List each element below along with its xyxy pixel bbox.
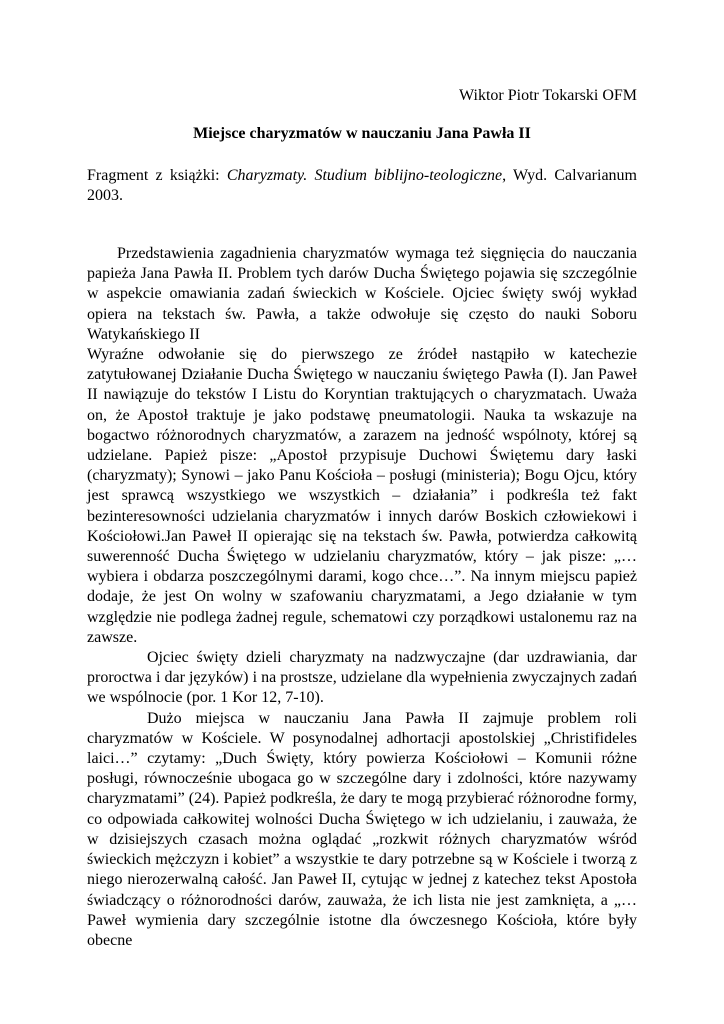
author-line: Wiktor Piotr Tokarski OFM bbox=[459, 87, 637, 104]
source-note bbox=[87, 166, 637, 206]
document-title: Miejsce charyzmatów w nauczaniu Jana Pawła II bbox=[193, 125, 531, 142]
main-text bbox=[87, 244, 637, 951]
paragraph-2: Wyraźne odwołanie się do pierwszego ze źródeł nastąpiło w katechezie zatytułowanej Działanie Ducha Świętego w nauczaniu świętego Pawła (I). Jan Paweł II nawiązuje do tekstów I Listu do Koryntian traktujących o charyzmatach. Uważa on, że Apostoł traktuje je jako podstawę pneumatologii. Nauka ta wskazuje na bogactwo różnorodnych charyzmatów, a zarazem na jedność wspólnoty, której są udzielane. Papież pisze: „Apostoł przypisuje Duchowi Świętemu dary łaski (charyzmaty); Synowi – jako Panu Kościoła – posługi (ministeria); Bogu Ojcu, który jest sprawcą wszystkiego we wszystkich – działania” i podkreśla też fakt bezinteresowności udzielania charyzmatów i innych darów Boskich człowiekowi i Kościołowi.Jan Paweł II opierając się na tekstach św. Pawła, potwierdza całkowitą suwerenność Ducha Świętego w udzielaniu charyzmatów, który – jak pisze: „…wybiera i obdarza poszczególnymi darami, kogo chce…”. Na innym miejscu papież dodaje, że jest On wolny w szafowaniu charyzmatami, a Jego działanie w tym względzie nie podlega żadnej regule, schematowi czy porządkowi ustalonemu raz na zawsze. bbox=[87, 346, 637, 646]
paragraph-4: Dużo miejsca w nauczaniu Jana Pawła II zajmuje problem roli charyzmatów w Kościele. W posynodalnej adhortacji apostolskiej „Christifideles laici…” czytamy: „Duch Święty, który powierza Kościołowi – Komunii różne posługi, równocześnie ubogaca go w szczególne dary i zdolności, które nazywamy charyzmatami” (24). Papież podkreśla, że dary te mogą przybierać różnorodne formy, co odpowiada całkowitej wolności Ducha Świętego w ich udzielaniu, i zauważa, że w dzisiejszych czasach można oglądać „rozkwit różnych charyzmatów wśród świeckich mężczyzn i kobiet” a wszystkie te dary potrzebne są w Kościele i tworzą z niego nierozerwalną całość. Jan Paweł II, cytując w jednej z katechez tekst Apostoła świadczący o różnorodności darów, zauważa, że ich lista nie jest zamknięta, a „…Paweł wymienia dary szczególnie istotne dla ówczesnego Kościoła, które były obecne bbox=[87, 709, 637, 949]
paragraph-1: Przedstawienia zagadnienia charyzmatów wymaga też sięgnięcia do nauczania papieża Jana Pawła II. Problem tych darów Ducha Świętego pojawia się szczególnie w aspekcie omawiania zadań świeckich w Kościele. Ojciec święty swój wykład opiera na tekstach św. Pawła, a także odwołuje się często do nauki Soboru Watykańskiego II bbox=[87, 245, 637, 343]
source-suffix: , Wyd. Calvarianum 2003. bbox=[87, 167, 637, 205]
source-prefix: Fragment z książki: bbox=[87, 167, 227, 184]
source-book-title: Charyzmaty. Studium biblijno-teologiczne bbox=[226, 167, 503, 184]
paragraph-3: Ojciec święty dzieli charyzmaty na nadzwyczajne (dar uzdrawiania, dar proroctwa i dar języków) i na prostsze, udzielane dla wypełnienia zwyczajnych zadań we wspólnocie (por. 1 Kor 12, 7-10). bbox=[87, 649, 637, 707]
